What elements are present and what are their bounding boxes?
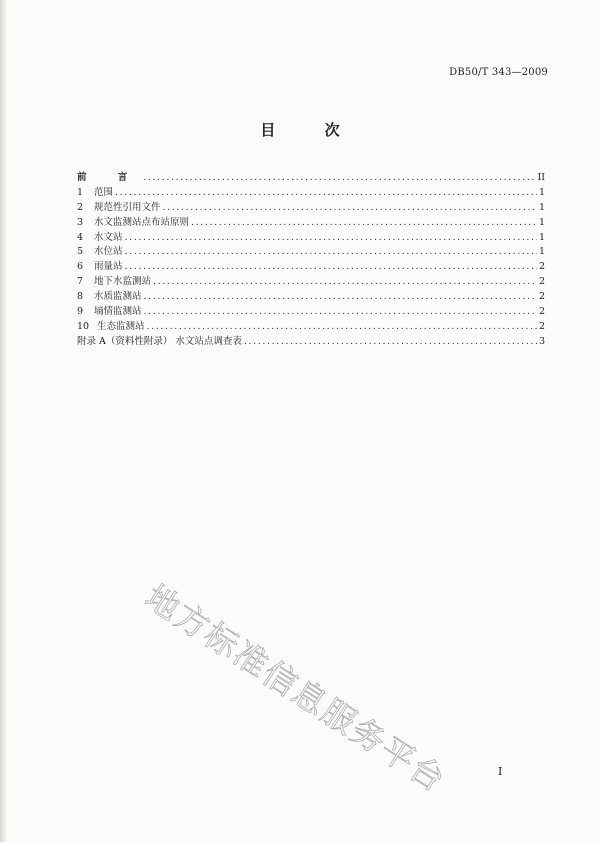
page-title: 目 次 (260, 121, 362, 139)
toc-entry-label: 水位站 (94, 246, 123, 258)
toc-entry-page: 1 (538, 201, 545, 213)
toc-entry-number: 5 (77, 246, 84, 258)
toc-entry-number: 1 (77, 186, 84, 198)
dot-leader (125, 261, 537, 272)
watermark: 地方标准信息服务平台 (138, 576, 454, 801)
toc-entry-scope[interactable] (77, 184, 545, 199)
toc-entry-page: 1 (538, 186, 545, 198)
toc-entry-normative-references[interactable] (77, 199, 545, 214)
toc-entry-number: 8 (77, 291, 84, 303)
toc-entry-page: 2 (538, 306, 545, 318)
page-number: I (498, 765, 503, 778)
dot-leader (125, 232, 537, 243)
toc-entry-number: 10 (77, 320, 90, 332)
toc-entry-groundwater-station[interactable] (77, 273, 545, 288)
dot-leader (191, 217, 537, 228)
dot-leader (115, 187, 537, 198)
toc-entry-label: 地下水监测站 (94, 276, 152, 288)
toc-entry-foreword[interactable] (77, 169, 545, 184)
toc-entry-label: 范围 (94, 186, 114, 198)
dot-leader (144, 306, 537, 317)
toc-entry-number: 6 (77, 261, 84, 273)
dot-leader (144, 291, 537, 302)
toc-entry-water-level-station[interactable] (77, 243, 545, 258)
toc-entry-number: 7 (77, 276, 84, 288)
toc-entry-page: 1 (538, 216, 545, 228)
toc-entry-label: 规范性引用文件 (94, 201, 161, 213)
toc-entry-water-quality-station[interactable] (77, 288, 545, 303)
toc-entry-number: 4 (77, 231, 84, 243)
document-code: DB50/T 343—2009 (449, 67, 548, 78)
dot-leader (147, 321, 537, 332)
toc-entry-ecological-station[interactable] (77, 318, 545, 333)
toc-entry-label: 雨量站 (94, 261, 123, 273)
toc-entry-label: 附录 A（资料性附录） 水文站点调查表 (77, 335, 242, 347)
toc-entry-page: 1 (538, 246, 545, 258)
toc-entry-label: 前 言 (77, 172, 142, 183)
toc-entry-page: 2 (538, 276, 545, 288)
toc-entry-number: 3 (77, 216, 84, 228)
toc-entry-label: 生态监测站 (97, 320, 145, 332)
dot-leader (244, 336, 537, 347)
toc-entry-page: 3 (538, 335, 545, 347)
dot-leader (163, 202, 537, 213)
toc-entry-page: 2 (538, 261, 545, 273)
toc-entry-page: 1 (538, 231, 545, 243)
dot-leader (143, 172, 535, 183)
dot-leader (153, 276, 537, 287)
toc-entry-label: 水文站 (94, 231, 123, 243)
toc-entry-rainfall-station[interactable] (77, 258, 545, 273)
toc-entry-page: 2 (538, 291, 545, 303)
toc-entry-label: 水质监测站 (94, 291, 142, 303)
toc-entry-soil-moisture-station[interactable] (77, 303, 545, 318)
toc-entry-page: 2 (538, 320, 545, 332)
toc-entry-label: 水文监测站点布站原则 (94, 216, 190, 228)
toc-entry-hydrological-station[interactable] (77, 229, 545, 244)
toc-entry-station-principles[interactable] (77, 214, 545, 229)
toc-entry-number: 2 (77, 201, 84, 213)
dot-leader (125, 246, 537, 257)
toc-entry-label: 墒情监测站 (94, 306, 142, 318)
toc-entry-number: 9 (77, 306, 84, 318)
toc-entry-appendix-a[interactable] (77, 333, 545, 348)
table-of-contents (77, 169, 545, 348)
toc-entry-page: II (537, 172, 545, 183)
